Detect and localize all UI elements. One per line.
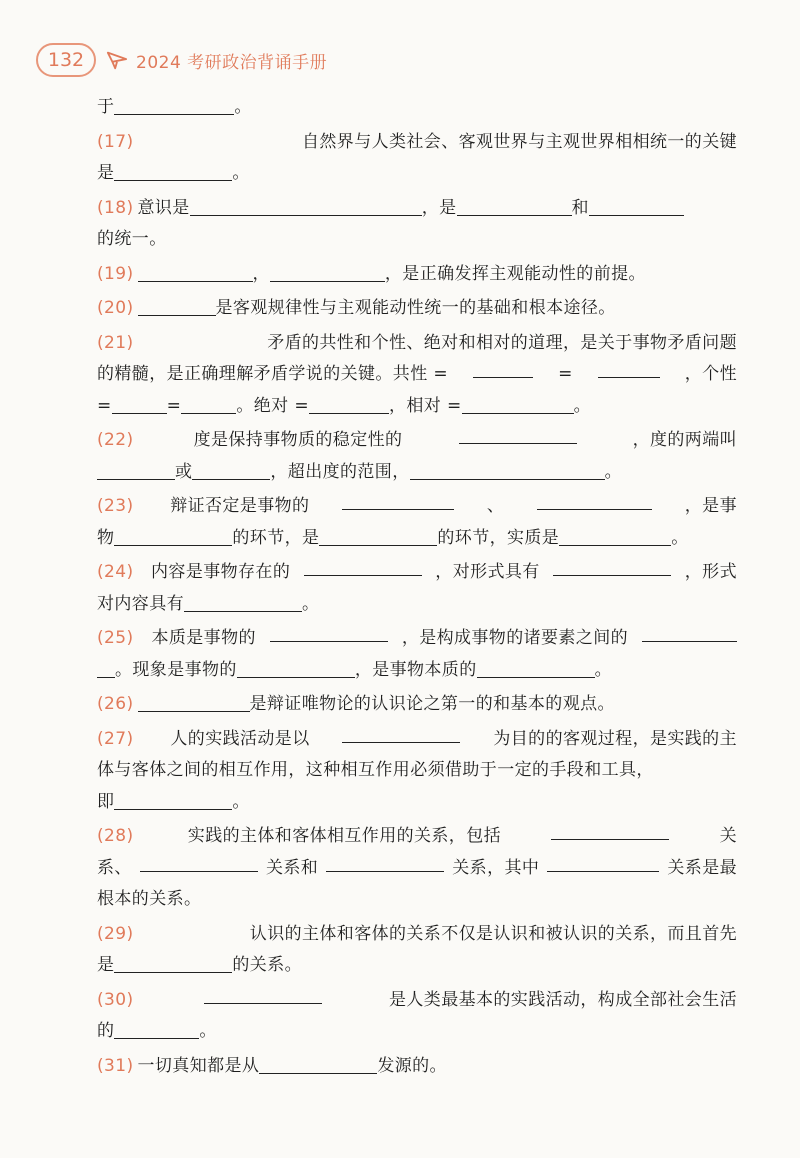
fill-in-blank-list: [97, 92, 737, 1085]
text-line: [97, 919, 737, 951]
question-text: =: [166, 395, 182, 416]
question-item: [97, 127, 737, 190]
question-text: 发源的。: [377, 1055, 447, 1076]
question-number: (24): [97, 562, 134, 582]
text-line: [97, 623, 737, 655]
question-text: 实践的主体和客体相互作用的关系，包括: [187, 826, 501, 846]
answer-blank[interactable]: [192, 461, 270, 480]
answer-blank[interactable]: [642, 623, 737, 642]
answer-blank[interactable]: [551, 821, 669, 840]
answer-blank[interactable]: [459, 425, 577, 444]
question-item: [97, 689, 737, 721]
answer-blank[interactable]: [190, 197, 422, 216]
question-number: (22): [97, 430, 134, 450]
answer-blank[interactable]: [114, 1020, 199, 1039]
question-text: 即: [97, 791, 115, 812]
question-text: 。: [234, 97, 252, 117]
answer-blank[interactable]: [237, 659, 355, 678]
paper-plane-icon: [106, 49, 128, 71]
question-text: ，是正确发挥主观能动性的前提。: [384, 263, 646, 284]
answer-blank[interactable]: [462, 395, 574, 414]
question-text: 。: [232, 791, 250, 812]
question-text: 。: [232, 163, 250, 183]
answer-blank[interactable]: [342, 724, 460, 743]
question-text: 关系是最: [667, 857, 737, 878]
question-text: =: [558, 364, 573, 384]
question-number: (19): [97, 263, 134, 284]
answer-blank[interactable]: [589, 197, 684, 216]
answer-blank[interactable]: [270, 263, 385, 282]
question-number: (30): [97, 989, 134, 1010]
question-text: 。: [671, 527, 689, 548]
question-item: [97, 328, 737, 423]
answer-blank[interactable]: [140, 853, 258, 872]
text-line: [97, 259, 737, 291]
answer-blank[interactable]: [259, 1055, 377, 1074]
text-line: [97, 293, 737, 325]
question-text: 是: [97, 955, 115, 975]
answer-blank[interactable]: [553, 557, 671, 576]
question-item: [97, 557, 737, 620]
question-text: 是辩证唯物论的认识论之第一的和基本的观点。: [249, 694, 615, 714]
answer-blank[interactable]: [97, 461, 175, 480]
answer-blank[interactable]: [114, 527, 232, 546]
text-line: [97, 491, 737, 523]
question-text: ，: [252, 263, 270, 284]
question-text: 自然界与人类社会、客观世界与主观世界相相统一的关键: [302, 131, 737, 152]
question-text: 的关系。: [232, 955, 303, 975]
question-number: (17): [97, 131, 134, 152]
text-line: [97, 224, 737, 256]
question-item: [97, 425, 737, 488]
question-text: 。: [573, 395, 592, 416]
answer-blank[interactable]: [537, 491, 652, 510]
page-number: 132: [36, 43, 96, 77]
question-item: [97, 293, 737, 325]
answer-blank[interactable]: [114, 954, 232, 973]
text-line: [97, 359, 737, 391]
answer-blank[interactable]: [138, 263, 253, 282]
question-text: 本质是事物的: [151, 628, 256, 648]
question-text: 度是保持事物质的稳定性的: [193, 430, 403, 450]
question-text: 内容是事物存在的: [151, 562, 291, 582]
question-text: ，是事物本质的: [354, 659, 477, 680]
answer-blank[interactable]: [181, 395, 236, 414]
question-item: [97, 821, 737, 916]
answer-blank[interactable]: [304, 557, 422, 576]
book-title: 2024 考研政治背诵手册: [136, 52, 328, 73]
question-text: 于: [97, 97, 115, 117]
question-text: ，超出度的范围，: [270, 461, 410, 482]
question-text: ，是构成事物的诸要素之间的: [401, 628, 629, 648]
text-line: [97, 655, 737, 687]
question-text: ，相对 =: [388, 395, 462, 416]
question-text: ，是事: [684, 496, 737, 516]
answer-blank[interactable]: [270, 623, 388, 642]
text-line: [97, 193, 737, 225]
text-line: [97, 92, 737, 124]
text-line: [97, 523, 737, 555]
answer-blank[interactable]: [114, 791, 232, 810]
answer-blank[interactable]: [326, 853, 444, 872]
answer-blank[interactable]: [138, 693, 250, 712]
question-text: 、: [486, 496, 505, 516]
question-item: [97, 193, 737, 256]
text-line: [97, 457, 737, 489]
answer-blank[interactable]: [477, 659, 595, 678]
question-text: 和: [571, 197, 589, 218]
question-text: 为目的的客观过程，是实践的主: [493, 728, 737, 749]
answer-blank[interactable]: [319, 527, 437, 546]
question-text: 关系，其中: [452, 857, 540, 878]
question-text: 矛盾的共性和个性、绝对和相对的道理，是关于事物矛盾问题: [267, 332, 737, 353]
question-number: (26): [97, 694, 134, 714]
question-text: 一切真知都是从: [137, 1055, 260, 1076]
answer-blank[interactable]: [114, 162, 232, 181]
text-line: [97, 391, 737, 423]
question-text: ，度的两端叫: [632, 430, 737, 450]
text-line: [97, 884, 737, 916]
question-text: 是: [97, 163, 115, 183]
question-text: ，个性: [684, 364, 737, 384]
answer-blank[interactable]: [112, 395, 167, 414]
question-text: 体与客体之间的相互作用，这种相互作用必须借助于一定的手段和工具，: [97, 760, 654, 780]
question-number: (29): [97, 923, 134, 944]
answer-blank[interactable]: [598, 359, 660, 378]
question-text: 。现象是事物的: [115, 659, 237, 680]
text-line: [97, 1051, 737, 1083]
question-item: [97, 1051, 737, 1083]
question-text: 关系和: [265, 857, 319, 878]
question-text: ，形式: [684, 562, 737, 582]
answer-blank[interactable]: [547, 853, 659, 872]
question-item: [97, 985, 737, 1048]
text-line: [97, 724, 737, 756]
question-text: 辩证否定是事物的: [170, 496, 310, 516]
question-number: (27): [97, 728, 134, 749]
question-text: 意识是: [137, 197, 190, 218]
question-number: (28): [97, 826, 134, 846]
text-line: [97, 821, 737, 853]
answer-blank[interactable]: [309, 395, 389, 414]
text-line: [97, 328, 737, 360]
text-line: [97, 425, 737, 457]
answer-blank[interactable]: [97, 659, 115, 678]
question-text: 。: [302, 593, 320, 614]
question-text: 或: [175, 461, 193, 482]
question-text: 物: [97, 527, 115, 548]
question-text: 认识的主体和客体的关系不仅是认识和被认识的关系，而且首先: [249, 923, 737, 944]
answer-blank[interactable]: [342, 491, 454, 510]
question-number: (20): [97, 298, 134, 318]
question-number: (18): [97, 197, 134, 218]
answer-blank[interactable]: [184, 593, 302, 612]
page-header: [36, 40, 327, 80]
text-line: [97, 689, 737, 721]
question-text: 。: [199, 1021, 217, 1041]
question-text: 的: [97, 1021, 115, 1041]
text-line: [97, 127, 737, 159]
question-text: 是人类最基本的实践活动，构成全部社会生活: [389, 989, 737, 1010]
text-line: [97, 1016, 737, 1048]
question-text: 关: [719, 826, 737, 846]
text-line: [97, 950, 737, 982]
question-text: ，对形式具有: [435, 562, 540, 582]
question-text: 。: [604, 461, 623, 482]
text-line: [97, 589, 737, 621]
answer-blank[interactable]: [473, 359, 533, 378]
answer-blank[interactable]: [457, 197, 572, 216]
question-text: =: [97, 395, 112, 416]
answer-blank[interactable]: [559, 527, 671, 546]
question-text: 的精髓，是正确理解矛盾学说的关键。共性 =: [97, 364, 449, 384]
answer-blank[interactable]: [114, 96, 234, 115]
question-text: 人的实践活动是以: [170, 728, 310, 749]
text-line: [97, 755, 737, 787]
question-item: [97, 491, 737, 554]
question-item: [97, 259, 737, 291]
question-text: 系、: [97, 857, 132, 878]
text-line: [97, 787, 737, 819]
text-line: [97, 557, 737, 589]
question-item: [97, 919, 737, 982]
question-text: ，是: [421, 197, 457, 218]
question-number: (23): [97, 496, 134, 516]
text-line: [97, 853, 737, 885]
question-number: (25): [97, 628, 134, 648]
answer-blank[interactable]: [204, 985, 322, 1004]
question-text: 的环节，实质是: [437, 527, 560, 548]
question-text: 对内容具有: [97, 593, 184, 614]
question-number: (31): [97, 1055, 134, 1076]
question-item: [97, 724, 737, 819]
question-text: 是客观规律性与主观能动性统一的基础和根本途径。: [215, 298, 616, 318]
text-line: [97, 985, 737, 1017]
answer-blank[interactable]: [410, 461, 605, 480]
question-item: [97, 92, 737, 124]
text-line: [97, 158, 737, 190]
question-text: 。: [594, 659, 613, 680]
question-number: (21): [97, 332, 134, 353]
question-text: 的统一。: [97, 229, 167, 249]
answer-blank[interactable]: [138, 297, 216, 316]
question-text: 根本的关系。: [97, 889, 202, 909]
question-item: [97, 623, 737, 686]
question-text: 。绝对 =: [236, 395, 309, 416]
question-text: 的环节，是: [232, 527, 320, 548]
